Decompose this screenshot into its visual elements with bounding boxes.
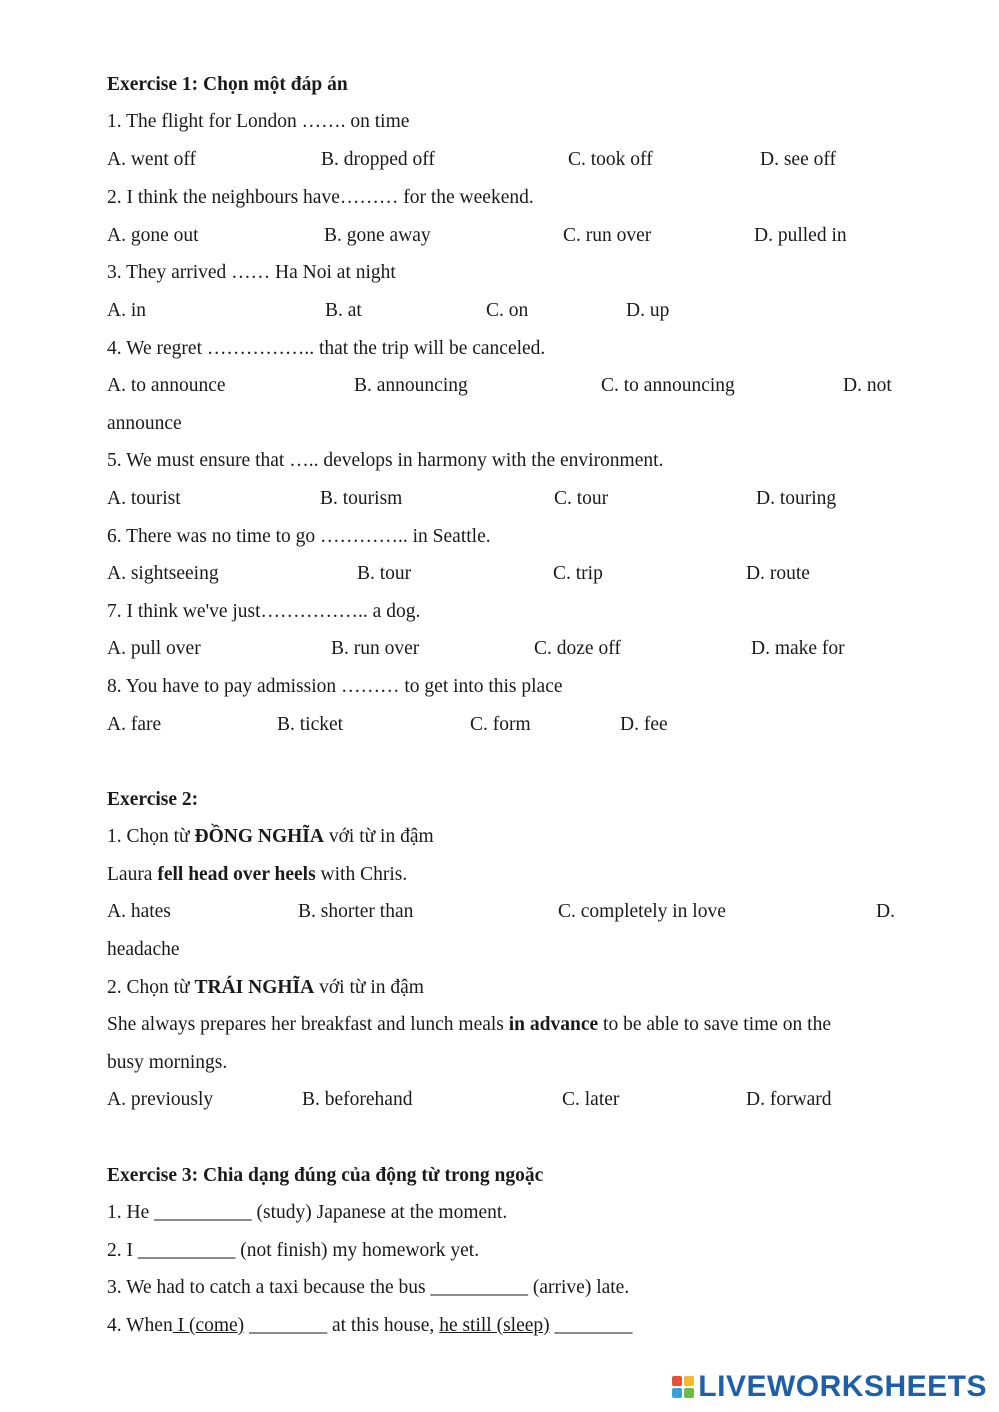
option-b: B. dropped off — [321, 149, 435, 170]
question-4: 4. We regret …………….. that the trip will be canceled. — [107, 338, 546, 359]
option-c: C. tour — [554, 488, 609, 509]
option-c: C. trip — [553, 563, 603, 584]
option-c: C. on — [486, 300, 529, 321]
logo-square — [672, 1376, 682, 1386]
exercise-2-title: Exercise 2: — [107, 789, 199, 810]
instruction-text: với từ in đậm — [314, 977, 424, 998]
option-a: A. previously — [107, 1089, 214, 1110]
option-b: B. at — [325, 300, 362, 321]
option-d: D. — [876, 901, 895, 922]
option-b: B. beforehand — [302, 1089, 413, 1110]
question-2-sentence-continued: busy mornings. — [107, 1052, 228, 1073]
sentence-text: She always prepares her breakfast and lunch meals — [107, 1014, 509, 1035]
option-c: C. later — [562, 1089, 620, 1110]
option-d-continued: announce — [107, 413, 182, 434]
option-c: C. form — [470, 714, 531, 735]
option-a: A. went off — [107, 149, 196, 170]
option-b: B. ticket — [277, 714, 344, 735]
sentence-bold-phrase: fell head over heels — [157, 864, 316, 885]
instruction-keyword: TRÁI NGHĨA — [194, 977, 315, 998]
option-c: C. completely in love — [558, 901, 726, 922]
option-b: B. announcing — [354, 375, 468, 396]
option-d: D. fee — [620, 714, 668, 735]
answer-blank: ________ at this house, — [244, 1315, 440, 1336]
question-2-sentence — [107, 1013, 831, 1037]
option-a: A. fare — [107, 714, 162, 735]
sentence-text: with Chris. — [315, 864, 408, 885]
option-a: A. hates — [107, 901, 171, 922]
sentence-text: to be able to save time on the — [598, 1014, 832, 1035]
question-4 — [107, 1314, 633, 1338]
question-1: 1. He __________ (study) Japanese at the moment. — [107, 1202, 508, 1223]
question-1-instruction — [107, 825, 434, 849]
question-2-instruction — [107, 976, 424, 1000]
option-d-continued: headache — [107, 939, 180, 960]
option-a: A. tourist — [107, 488, 181, 509]
sentence-text: Laura — [107, 864, 158, 885]
question-3: 3. We had to catch a taxi because the bus __________ (arrive) late. — [107, 1277, 630, 1298]
option-d: D. route — [746, 563, 810, 584]
option-c: C. run over — [563, 225, 652, 246]
option-a: A. to announce — [107, 375, 226, 396]
question-1: 1. The flight for London ……. on time — [107, 111, 410, 132]
question-7: 7. I think we've just…………….. a dog. — [107, 601, 421, 622]
question-1-sentence — [107, 863, 407, 887]
instruction-text: 2. Chọn từ — [107, 977, 195, 998]
instruction-text: với từ in đậm — [323, 826, 434, 847]
logo-square — [684, 1388, 694, 1398]
option-c: C. to announcing — [601, 375, 735, 396]
question-8: 8. You have to pay admission ……… to get into this place — [107, 676, 563, 697]
option-b: B. shorter than — [298, 901, 414, 922]
option-d: D. see off — [760, 149, 836, 170]
instruction-text: 1. Chọn từ — [107, 826, 195, 847]
option-b: B. tour — [357, 563, 412, 584]
option-b: B. run over — [331, 638, 420, 659]
option-a: A. gone out — [107, 225, 199, 246]
question-3: 3. They arrived …… Ha Noi at night — [107, 262, 396, 283]
question-2: 2. I think the neighbours have……… for the weekend. — [107, 187, 534, 208]
question-2: 2. I __________ (not finish) my homework yet. — [107, 1240, 480, 1261]
option-d: D. touring — [756, 488, 837, 509]
option-d: D. forward — [746, 1089, 832, 1110]
brand-name: LIVEWORKSHEETS — [698, 1370, 987, 1403]
question-text: 4. When — [107, 1315, 173, 1336]
instruction-keyword: ĐỒNG NGHĨA — [194, 826, 324, 847]
question-5: 5. We must ensure that ….. develops in harmony with the environment. — [107, 450, 664, 471]
logo-grid-icon — [672, 1376, 694, 1398]
option-b: B. tourism — [320, 488, 403, 509]
option-d: D. up — [626, 300, 670, 321]
answer-blank: ________ — [549, 1315, 633, 1336]
question-6: 6. There was no time to go ………….. in Seattle. — [107, 526, 491, 547]
option-c: C. doze off — [534, 638, 621, 659]
logo-square — [672, 1388, 682, 1398]
logo-square — [684, 1376, 694, 1386]
option-a: A. sightseeing — [107, 563, 219, 584]
liveworksheets-logo — [672, 1372, 987, 1402]
exercise-1-title: Exercise 1: Chọn một đáp án — [107, 74, 348, 95]
option-a: A. in — [107, 300, 146, 321]
option-c: C. took off — [568, 149, 653, 170]
verb-prompt: he still (sleep) — [439, 1315, 550, 1336]
verb-prompt: I (come) — [172, 1315, 245, 1336]
option-d: D. pulled in — [754, 225, 847, 246]
sentence-bold-phrase: in advance — [508, 1014, 599, 1035]
exercise-3-title: Exercise 3: Chia dạng đúng của động từ trong ngoặc — [107, 1165, 544, 1186]
option-b: B. gone away — [324, 225, 431, 246]
option-d: D. not — [843, 375, 892, 396]
option-a: A. pull over — [107, 638, 201, 659]
option-d: D. make for — [751, 638, 845, 659]
